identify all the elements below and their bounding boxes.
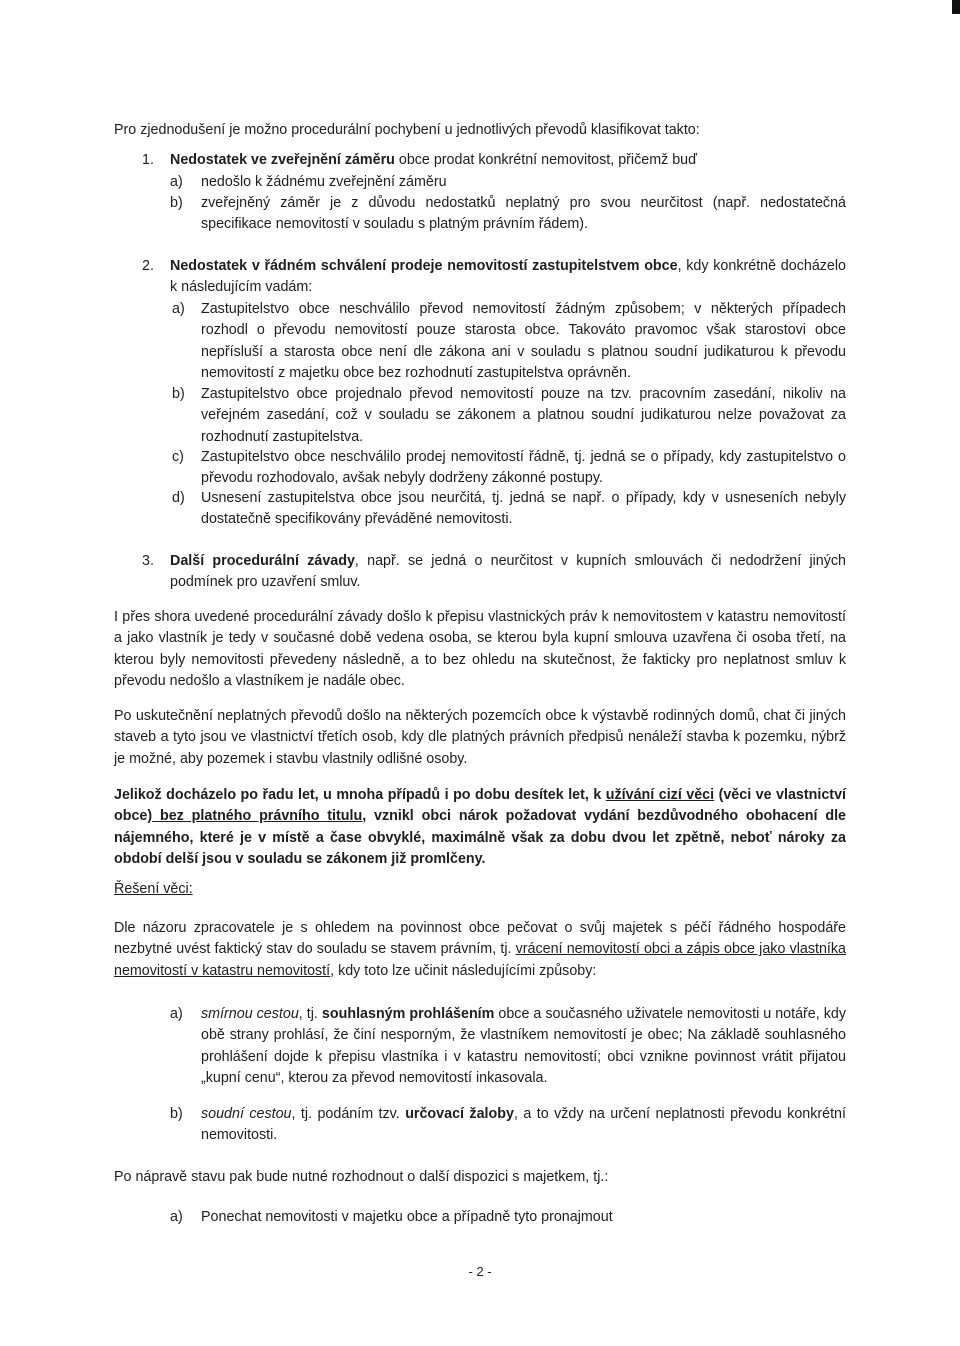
method-b-mid: , tj. podáním tzv. bbox=[291, 1106, 406, 1122]
method-a-mid: , tj. bbox=[298, 1006, 322, 1022]
paragraph-unjust-enrichment bbox=[114, 785, 846, 870]
list-item-1 bbox=[170, 150, 846, 171]
method-b-label: b) bbox=[170, 1106, 183, 1122]
item1-a-text: nedošlo k žádnému zveřejnění záměru bbox=[201, 174, 447, 190]
list-number-2: 2. bbox=[142, 258, 154, 274]
method-b-bold: určovací žaloby bbox=[405, 1106, 514, 1122]
item1-b-label: b) bbox=[170, 195, 183, 211]
para4-underline: vrácení nemovitostí obci a zápis obce jako vlastníka nemovitostí v katastru nemovitostí bbox=[114, 941, 846, 979]
para3-underline-2: bez platného právního titulu bbox=[152, 808, 363, 825]
para4-part1: Dle názoru zpracovatele je s ohledem na povinnost obce pečovat o svůj majetek s péčí řádného hospodáře nezbytné uvést faktický stav do souladu se stavem právním, tj. bbox=[114, 920, 846, 958]
method-b-text: , a to vždy na určení neplatnosti převodu konkrétní nemovitosti. bbox=[201, 1106, 846, 1144]
section-heading: Řešení věci: bbox=[114, 881, 193, 897]
item2-b-text: Zastupitelstvo obce projednalo převod nemovitostí pouze na tzv. pracovním zasedání, nikoliv na veřejném zasedání, což v souladu se zákonem a platnou soudní judikaturou nelze považovat za rozhodnutí zastupitelstva. bbox=[201, 386, 846, 445]
paragraph-solution bbox=[114, 918, 846, 982]
method-a-italic: smírnou cestou bbox=[201, 1006, 299, 1022]
para3-part3: , vznikl obci nárok požadovat vydání bezdůvodného obohacení dle nájemného, které je v místě a čase obvyklé, maximálně však za dobu dvou let zpětně, neboť nároky za období delší jsou v souladu se zákonem již promlčeny. bbox=[114, 808, 846, 867]
intro-paragraph: Pro zjednodušení je možno procedurální pochybení u jednotlivých převodů klasifikovat takto: bbox=[114, 122, 700, 138]
para3-part1: Jelikož docházelo po řadu let, u mnoha případů i po dobu desítek let, k bbox=[114, 787, 606, 803]
paragraph-buildings: Po uskutečnění neplatných převodů došlo na některých pozemcích obce k výstavbě rodinných domů, chat či jiných staveb a tyto jsou ve vlastnictví třetích osob, kdy dle platných právních předpisů nenáleží stavba k pozemku, nýbrž je možné, aby pozemek i stavbu vlastnily odlišné osoby. bbox=[114, 708, 846, 767]
list-item-3-text: , např. se jedná o neurčitost v kupních smlouvách či nedodržení jiných podmínek pro uzavření smluv. bbox=[170, 553, 846, 591]
method-a-label: a) bbox=[170, 1006, 183, 1022]
item2-d-label: d) bbox=[172, 490, 185, 506]
para3-part2: (věci ve vlastnictví obce) bbox=[114, 787, 846, 825]
scan-corner-mark bbox=[952, 0, 960, 14]
method-b-italic: soudní cestou bbox=[201, 1106, 292, 1122]
item2-a-label: a) bbox=[172, 301, 185, 317]
list-item-1-text: obce prodat konkrétní nemovitost, přičemž buď bbox=[394, 152, 697, 168]
item2-c-label: c) bbox=[172, 449, 184, 465]
list-item-2 bbox=[170, 256, 846, 299]
final-a-label: a) bbox=[170, 1209, 183, 1225]
method-b bbox=[201, 1104, 846, 1147]
para3-underline-1: užívání cizí věci bbox=[605, 787, 715, 803]
item1-a-label: a) bbox=[170, 174, 183, 190]
list-item-1-bold: Nedostatek ve zveřejnění záměru bbox=[170, 152, 395, 168]
item2-c-text: Zastupitelstvo obce neschválilo prodej nemovitostí řádně, tj. jedná se o případy, kdy zastupitelstvo o převodu rozhodovalo, avšak nebyly dodrženy zákonné postupy. bbox=[201, 449, 846, 487]
method-a bbox=[201, 1004, 846, 1089]
paragraph-disposal: Po nápravě stavu pak bude nutné rozhodnout o další dispozici s majetkem, tj.: bbox=[114, 1169, 609, 1185]
item2-d-text: Usnesení zastupitelstva obce jsou neurčitá, tj. jedná se např. o případy, kdy v usneseních nebyly dostatečně specifikovány převáděné nemovitosti. bbox=[201, 490, 846, 528]
list-item-3-bold: Další procedurální závady bbox=[170, 553, 355, 569]
list-number-1: 1. bbox=[142, 152, 154, 168]
item1-b-text: zveřejněný záměr je z důvodu nedostatků neplatný pro svou neurčitost (např. nedostatečná specifikace nemovitostí v souladu s platným právním řádem). bbox=[201, 195, 846, 233]
item2-a-text: Zastupitelstvo obce neschválilo převod nemovitostí žádným způsobem; v některých případech rozhodl o převodu nemovitostí pouze starosta obce. Takováto pravomoc však starostovi obce nepřísluší a starosta obce není dle zákona ani v souladu s platnou soudní judikaturou k převodu nemovitostí z majetku obce bez rozhodnutí zastupitelstva oprávněn. bbox=[201, 301, 846, 381]
paragraph-transfers: I přes shora uvedené procedurální závady došlo k přepisu vlastnických práv k nemovitostem v katastru nemovitostí a jako vlastník je tedy v současné době vedena osoba, se kterou byla kupní smlouva uzavřena či osoba třetí, na kterou byly nemovitosti převedeny následně, a to bez ohledu na skutečnost, že fakticky pro neplatnost smluv k převodu nedošlo a vlastníkem je nadále obec. bbox=[114, 609, 846, 689]
list-item-2-text: , kdy konkrétně docházelo k následujícím vadám: bbox=[170, 258, 846, 296]
para4-part2: , kdy toto lze učinit následujícími způsoby: bbox=[330, 962, 597, 979]
list-item-3 bbox=[170, 551, 846, 594]
list-number-3: 3. bbox=[142, 553, 154, 569]
final-a-text: Ponechat nemovitosti v majetku obce a případně tyto pronajmout bbox=[201, 1209, 613, 1225]
method-a-bold: souhlasným prohlášením bbox=[321, 1006, 495, 1022]
item2-b-label: b) bbox=[172, 386, 185, 402]
list-item-2-bold: Nedostatek v řádném schválení prodeje nemovitostí zastupitelstvem obce bbox=[170, 258, 678, 274]
page-number: - 2 - bbox=[468, 1264, 492, 1279]
method-a-text: obce a současného uživatele nemovitosti u notáře, kdy obě strany prohlásí, že činí nesporným, že vlastníkem nemovitostí je obec; Na základě souhlasného prohlášení dojde k přepisu vlastníka i v katastru nemovitostí; obci vznikne povinnost vrátit přijatou „kupní cenu“, kterou za převod nemovitostí inkasovala. bbox=[201, 1006, 846, 1086]
